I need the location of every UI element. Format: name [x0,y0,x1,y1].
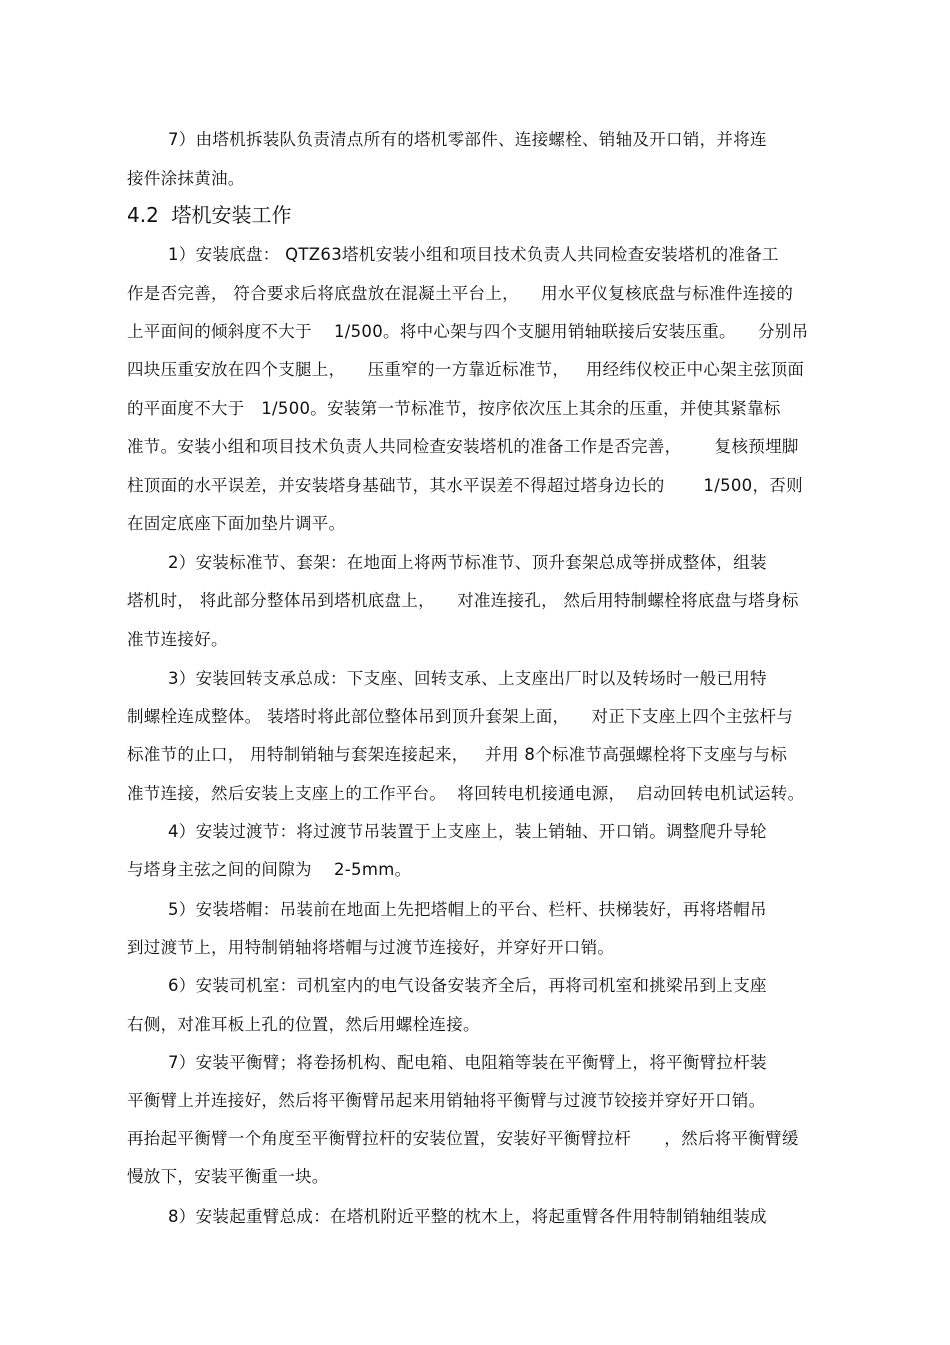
paragraph-line: 在固定底座下面加垫片调平。 [127,514,346,533]
paragraph-line: 8）安装起重臂总成：在塔机附近平整的枕木上，将起重臂各件用特制销轴组装成 [168,1207,767,1226]
paragraph-line: 准节连接，然后安装上支座上的工作平台。 将回转电机接通电源， 启动回转电机试运转。 [127,784,805,803]
paragraph-line: 4）安装过渡节：将过渡节吊装置于上支座上，装上销轴、开口销。调整爬升导轮 [168,822,767,841]
paragraph-line: 7）由塔机拆装队负责清点所有的塔机零部件、连接螺栓、销轴及开口销，并将连 [168,130,767,149]
paragraph-line: 的平面度不大于 1/500。安装第一节标准节，按序依次压上其余的压重，并使其紧靠标 [127,399,781,418]
paragraph-line: 准节连接好。 [127,630,228,649]
paragraph-line: 平衡臂上并连接好，然后将平衡臂吊起来用销轴将平衡臂与过渡节铰接并穿好开口销。 [127,1091,766,1110]
paragraph-line: 再抬起平衡臂一个角度至平衡臂拉杆的安装位置，安装好平衡臂拉杆 ，然后将平衡臂缓 [127,1129,799,1148]
paragraph-line: 标准节的止口， 用特制销轴与套架连接起来， 并用 8个标准节高强螺栓将下支座与与标 [127,745,788,764]
paragraph-line: 7）安装平衡臂；将卷扬机构、配电箱、电阻箱等装在平衡臂上，将平衡臂拉杆装 [168,1053,767,1072]
paragraph-line: 到过渡节上，用特制销轴将塔帽与过渡节连接好，并穿好开口销。 [127,938,615,957]
paragraph-line: 6）安装司机室：司机室内的电气设备安装齐全后，再将司机室和挑梁吊到上支座 [168,976,767,995]
paragraph-line: 柱顶面的水平误差，并安装塔身基础节，其水平误差不得超过塔身边长的 1/500，否则 [127,476,803,495]
paragraph-line: 接件涂抹黄油。 [127,169,245,188]
paragraph-line: 3）安装回转支承总成：下支座、回转支承、上支座出厂时以及转场时一般已用特 [168,669,767,688]
paragraph-line: 制螺栓连成整体。 装塔时将此部位整体吊到顶升套架上面， 对正下支座上四个主弦杆与 [127,707,794,726]
paragraph-line: 与塔身主弦之间的间隙为 2-5mm。 [127,860,412,879]
paragraph-line: 5）安装塔帽：吊装前在地面上先把塔帽上的平台、栏杆、扶梯装好，再将塔帽吊 [168,900,767,919]
paragraph-line: 1）安装底盘： QTZ63塔机安装小组和项目技术负责人共同检查安装塔机的准备工 [168,245,779,264]
paragraph-line: 上平面间的倾斜度不大于 1/500。将中心架与四个支腿用销轴联接后安装压重。 分别吊 [127,322,809,341]
paragraph-line: 塔机时， 将此部分整体吊到塔机底盘上， 对准连接孔， 然后用特制螺栓将底盘与塔身标 [127,591,799,610]
paragraph-line: 慢放下，安装平衡重一块。 [127,1167,329,1186]
paragraph-line: 准节。安装小组和项目技术负责人共同检查安装塔机的准备工作是否完善， 复核预埋脚 [127,437,799,456]
paragraph-line: 四块压重安放在四个支腿上， 压重窄的一方靠近标准节， 用经纬仪校正中心架主弦顶面 [127,360,805,379]
section-heading: 4.2 塔机安装工作 [127,203,292,227]
paragraph-line: 作是否完善， 符合要求后将底盘放在混凝土平台上， 用水平仪复核底盘与标准件连接的 [127,284,794,303]
paragraph-line: 2）安装标准节、套架：在地面上将两节标准节、顶升套架总成等拼成整体，组装 [168,553,767,572]
paragraph-line: 右侧，对准耳板上孔的位置，然后用螺栓连接。 [127,1015,480,1034]
